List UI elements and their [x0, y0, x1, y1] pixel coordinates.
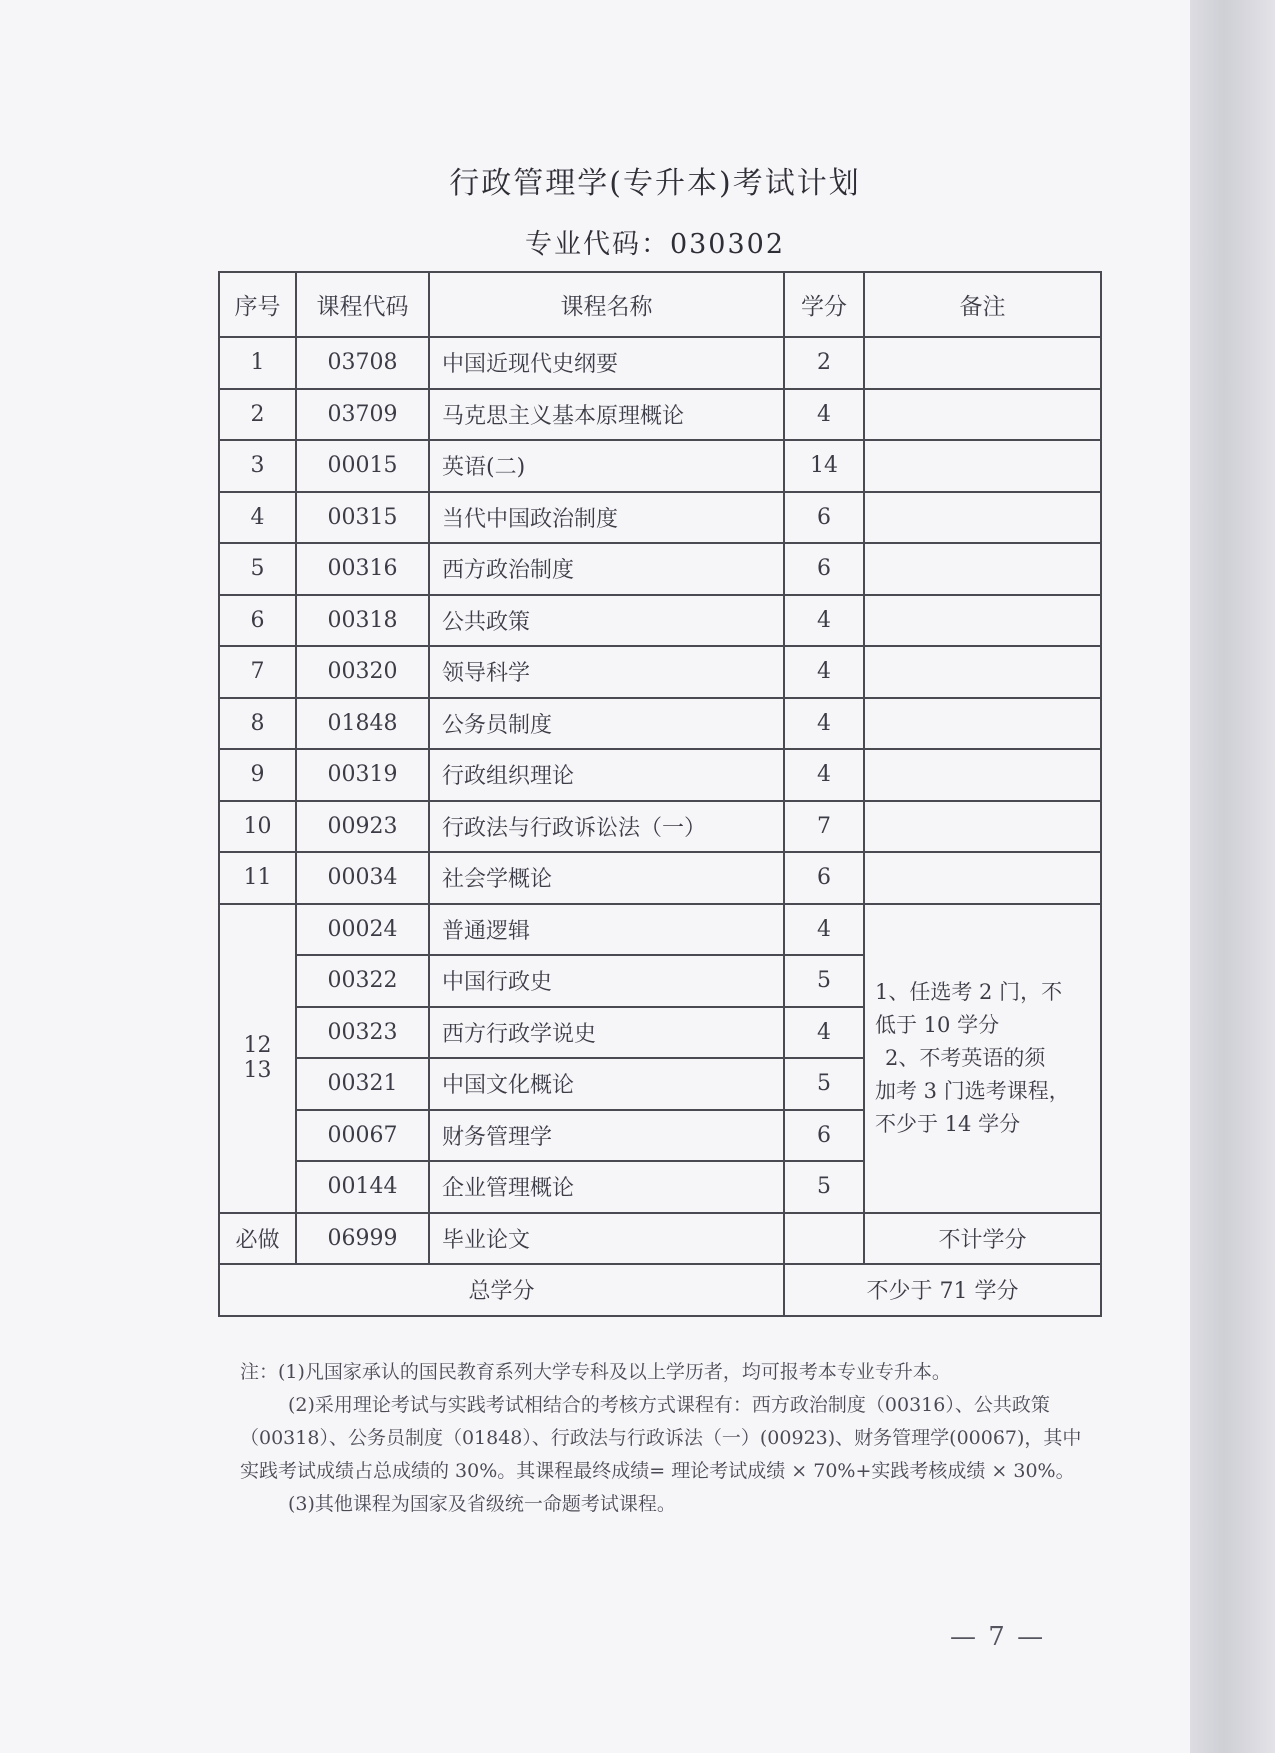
row-code: 00323: [296, 1007, 429, 1059]
row-credit: 4: [784, 698, 864, 750]
table-row: [219, 698, 1101, 750]
row-credit: 5: [784, 1058, 864, 1110]
row-name: 社会学概论: [429, 852, 784, 904]
notes-section: [240, 1356, 1090, 1521]
row-name: 英语(二): [429, 440, 784, 492]
thesis-credit: [784, 1213, 864, 1265]
elective-no-12: 12: [243, 1033, 272, 1058]
scan-edge-shadow: [1190, 0, 1275, 1753]
thesis-name: 毕业论文: [429, 1213, 784, 1265]
row-no: 3: [219, 440, 296, 492]
header-remark: 备注: [864, 272, 1101, 337]
row-code: 00923: [296, 801, 429, 853]
thesis-row: [219, 1213, 1101, 1265]
header-credit: 学分: [784, 272, 864, 337]
row-code: 00318: [296, 595, 429, 647]
row-code: 03708: [296, 337, 429, 389]
header-code: 课程代码: [296, 272, 429, 337]
row-no: 4: [219, 492, 296, 544]
thesis-no: 必做: [219, 1213, 296, 1265]
header-name: 课程名称: [429, 272, 784, 337]
row-name: 公共政策: [429, 595, 784, 647]
row-code: 00316: [296, 543, 429, 595]
table-row: [219, 492, 1101, 544]
table-row: [219, 440, 1101, 492]
row-credit: 5: [784, 955, 864, 1007]
row-remark: [864, 543, 1101, 595]
row-credit: 4: [784, 1007, 864, 1059]
row-code: 00024: [296, 904, 429, 956]
table-row: [219, 543, 1101, 595]
row-code: 00321: [296, 1058, 429, 1110]
elective-remark-line: 不少于 14 学分: [875, 1111, 1021, 1136]
row-credit: 4: [784, 749, 864, 801]
row-credit: 4: [784, 646, 864, 698]
row-code: 00320: [296, 646, 429, 698]
row-remark: [864, 389, 1101, 441]
row-no: 9: [219, 749, 296, 801]
elective-remark-line: 1、任选考 2 门，不: [875, 979, 1063, 1004]
row-name: 西方行政学说史: [429, 1007, 784, 1059]
note-3: (3)其他课程为国家及省级统一命题考试课程。: [288, 1493, 676, 1515]
thesis-code: 06999: [296, 1213, 429, 1265]
row-code: 00315: [296, 492, 429, 544]
elective-row: [219, 904, 1101, 956]
row-name: 中国文化概论: [429, 1058, 784, 1110]
note-2: (2)采用理论考试与实践考试相结合的考核方式课程有：西方政治制度（00316）、公共政策（00318）、公务员制度（01848）、行政法与行政诉法（一）(00923)、财务管理学(00067)，其中实践考试成绩占总成绩的 30%。其课程最终成绩= 理论考试成绩 × 70%+实践考核成绩 × 30%。: [240, 1394, 1082, 1482]
row-no: 7: [219, 646, 296, 698]
row-code: 00322: [296, 955, 429, 1007]
document-title: 行政管理学(专升本)考试计划: [449, 166, 861, 201]
row-remark: [864, 852, 1101, 904]
row-name: 行政组织理论: [429, 749, 784, 801]
thesis-remark: 不计学分: [864, 1213, 1101, 1265]
row-remark: [864, 440, 1101, 492]
row-name: 中国近现代史纲要: [429, 337, 784, 389]
row-remark: [864, 646, 1101, 698]
row-credit: 7: [784, 801, 864, 853]
row-credit: 6: [784, 543, 864, 595]
row-code: 00034: [296, 852, 429, 904]
row-credit: 6: [784, 492, 864, 544]
row-credit: 6: [784, 1110, 864, 1162]
row-credit: 4: [784, 904, 864, 956]
row-name: 普通逻辑: [429, 904, 784, 956]
elective-no-13: 13: [243, 1058, 272, 1083]
table-row: [219, 389, 1101, 441]
elective-remark-line: 2、不考英语的须: [885, 1045, 1046, 1070]
row-remark: [864, 337, 1101, 389]
table-row: [219, 595, 1101, 647]
row-no: 1: [219, 337, 296, 389]
table-row: [219, 646, 1101, 698]
row-remark: [864, 698, 1101, 750]
major-code: 专业代码：030302: [524, 229, 786, 260]
row-name: 公务员制度: [429, 698, 784, 750]
row-credit: 14: [784, 440, 864, 492]
row-credit: 6: [784, 852, 864, 904]
row-no: 2: [219, 389, 296, 441]
table-row: [219, 852, 1101, 904]
row-no: 10: [219, 801, 296, 853]
row-name: 领导科学: [429, 646, 784, 698]
row-name: 财务管理学: [429, 1110, 784, 1162]
row-remark: [864, 801, 1101, 853]
row-credit: 4: [784, 389, 864, 441]
row-no: 8: [219, 698, 296, 750]
elective-remark: [864, 904, 1101, 1213]
row-credit: 5: [784, 1161, 864, 1213]
row-name: 行政法与行政诉讼法（一）: [429, 801, 784, 853]
row-name: 西方政治制度: [429, 543, 784, 595]
page-number: — 7 —: [950, 1622, 1046, 1652]
row-name: 企业管理概论: [429, 1161, 784, 1213]
row-credit: 4: [784, 595, 864, 647]
total-label: 总学分: [219, 1264, 784, 1316]
row-code: 00144: [296, 1161, 429, 1213]
row-credit: 2: [784, 337, 864, 389]
row-code: 01848: [296, 698, 429, 750]
table-row: [219, 337, 1101, 389]
row-name: 中国行政史: [429, 955, 784, 1007]
row-name: 当代中国政治制度: [429, 492, 784, 544]
elective-no-cell: [219, 904, 296, 1213]
row-no: 11: [219, 852, 296, 904]
table-row: [219, 801, 1101, 853]
table-row: [219, 749, 1101, 801]
row-code: 00015: [296, 440, 429, 492]
row-name: 马克思主义基本原理概论: [429, 389, 784, 441]
row-remark: [864, 492, 1101, 544]
row-remark: [864, 595, 1101, 647]
row-code: 03709: [296, 389, 429, 441]
row-remark: [864, 749, 1101, 801]
row-code: 00319: [296, 749, 429, 801]
row-code: 00067: [296, 1110, 429, 1162]
total-row: [219, 1264, 1101, 1316]
row-no: 6: [219, 595, 296, 647]
note-1: 注：(1)凡国家承认的国民教育系列大学专科及以上学历者，均可报考本专业专升本。: [240, 1361, 951, 1383]
header-no: 序号: [219, 272, 296, 337]
total-value: 不少于 71 学分: [784, 1264, 1101, 1316]
exam-plan-table: [218, 271, 1102, 1317]
elective-remark-line: 低于 10 学分: [875, 1012, 1000, 1037]
row-no: 5: [219, 543, 296, 595]
elective-remark-line: 加考 3 门选考课程，: [875, 1078, 1070, 1103]
table-header-row: [219, 272, 1101, 337]
